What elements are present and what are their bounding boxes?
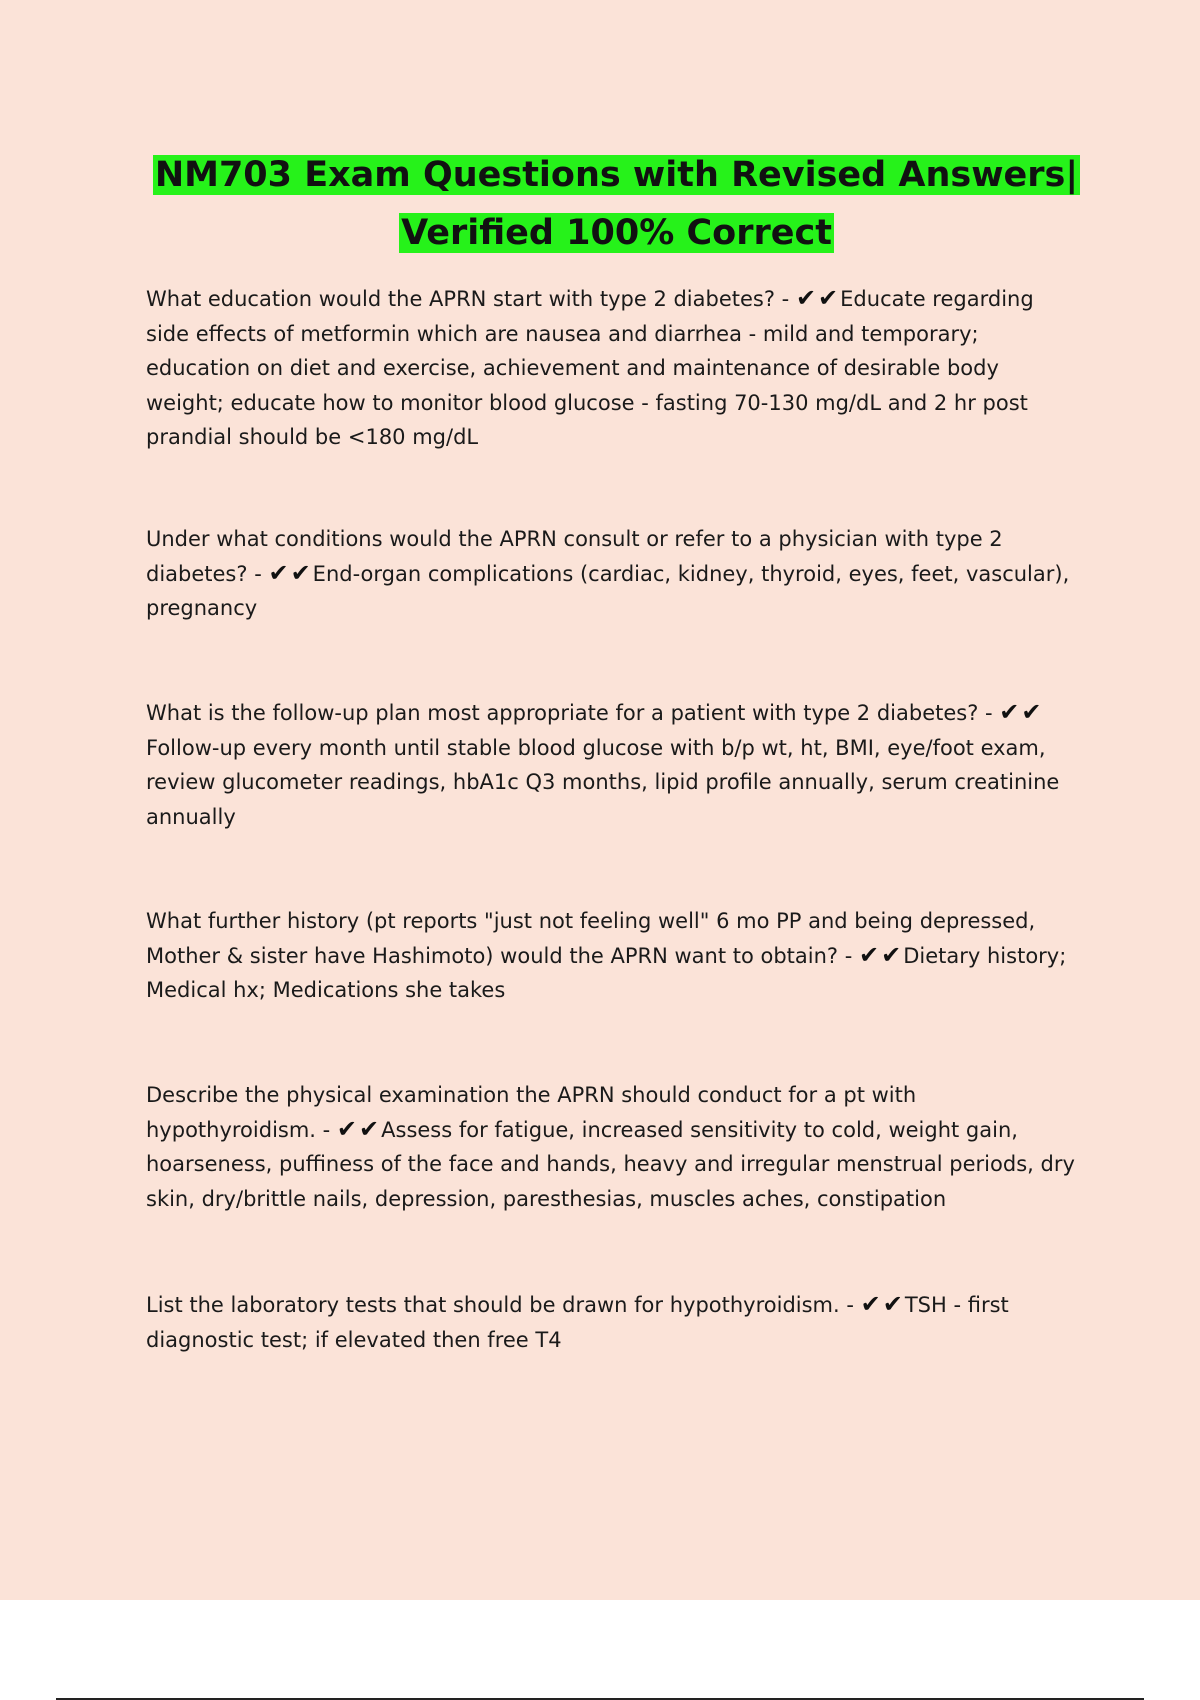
question-text: List the laboratory tests that should be drawn for hypothyroidism. - [146, 1293, 861, 1317]
check-icon: ✔ [818, 284, 839, 312]
qa-item-4 [146, 904, 1081, 1008]
check-icon: ✔ [290, 558, 311, 587]
question-text: What is the follow-up plan most appropriate for a patient with type 2 diabetes? - [146, 701, 1000, 725]
qa-item-6 [146, 1288, 1081, 1357]
document-title [140, 146, 1093, 262]
check-icon: ✔ [860, 1290, 881, 1318]
answer-text: Dietary history; Medical hx; Medications she takes [146, 943, 1067, 1002]
question-text: What education would the APRN start with type 2 diabetes? - [146, 287, 796, 311]
check-icon: ✔ [881, 940, 902, 969]
check-icon: ✔ [882, 1290, 903, 1318]
qa-item-3 [146, 696, 1081, 834]
question-text: Describe the physical examination the APRN should conduct for a pt with hypothyroidism. - [146, 1083, 917, 1142]
check-icon: ✔ [1021, 698, 1042, 726]
check-icon: ✔ [795, 284, 817, 312]
check-icon: ✔ [999, 698, 1020, 726]
check-icon: ✔ [859, 940, 880, 969]
check-icon: ✔ [359, 1114, 380, 1143]
answer-text: End-organ complications (cardiac, kidney, thyroid, eyes, feet, vascular), pregnancy [146, 561, 1070, 620]
answer-text: TSH - first diagnostic test; if elevated then free T4 [146, 1293, 1009, 1352]
title-highlight: NM703 Exam Questions with Revised Answers| Verified 100% Correct [154, 155, 1079, 253]
check-icon: ✔ [268, 558, 289, 587]
qa-item-2 [146, 522, 1081, 626]
qa-item-1 [146, 282, 1081, 455]
qa-item-5 [146, 1078, 1081, 1216]
answer-text: Assess for fatigue, increased sensitivity to cold, weight gain, hoarseness, puffiness of the face and hands, heavy and irregular menstrual periods, dry skin, dry/brittle nails, depression, paresthesias, muscles aches, constipation [146, 1117, 1075, 1211]
answer-text: Educate regarding side effects of metformin which are nausea and diarrhea - mild and temporary; education on diet and exercise, achievement and maintenance of desirable body weight; educate how to monitor blood glucose - fasting 70-130 mg/dL and 2 hr post prandial should be <180 mg/dL [146, 287, 1034, 449]
question-text: Under what conditions would the APRN consult or refer to a physician with type 2 diabetes? - [146, 527, 1003, 586]
answer-text: Follow-up every month until stable blood glucose with b/p wt, ht, BMI, eye/foot exam, review glucometer readings, hbA1c Q3 months, lipid profile annually, serum creatinine annually [146, 735, 1060, 829]
question-text: What further history (pt reports "just not feeling well" 6 mo PP and being depressed, Mother & sister have Hashimoto) would the APRN want to obtain? - [146, 909, 1036, 968]
check-icon: ✔ [336, 1114, 358, 1143]
